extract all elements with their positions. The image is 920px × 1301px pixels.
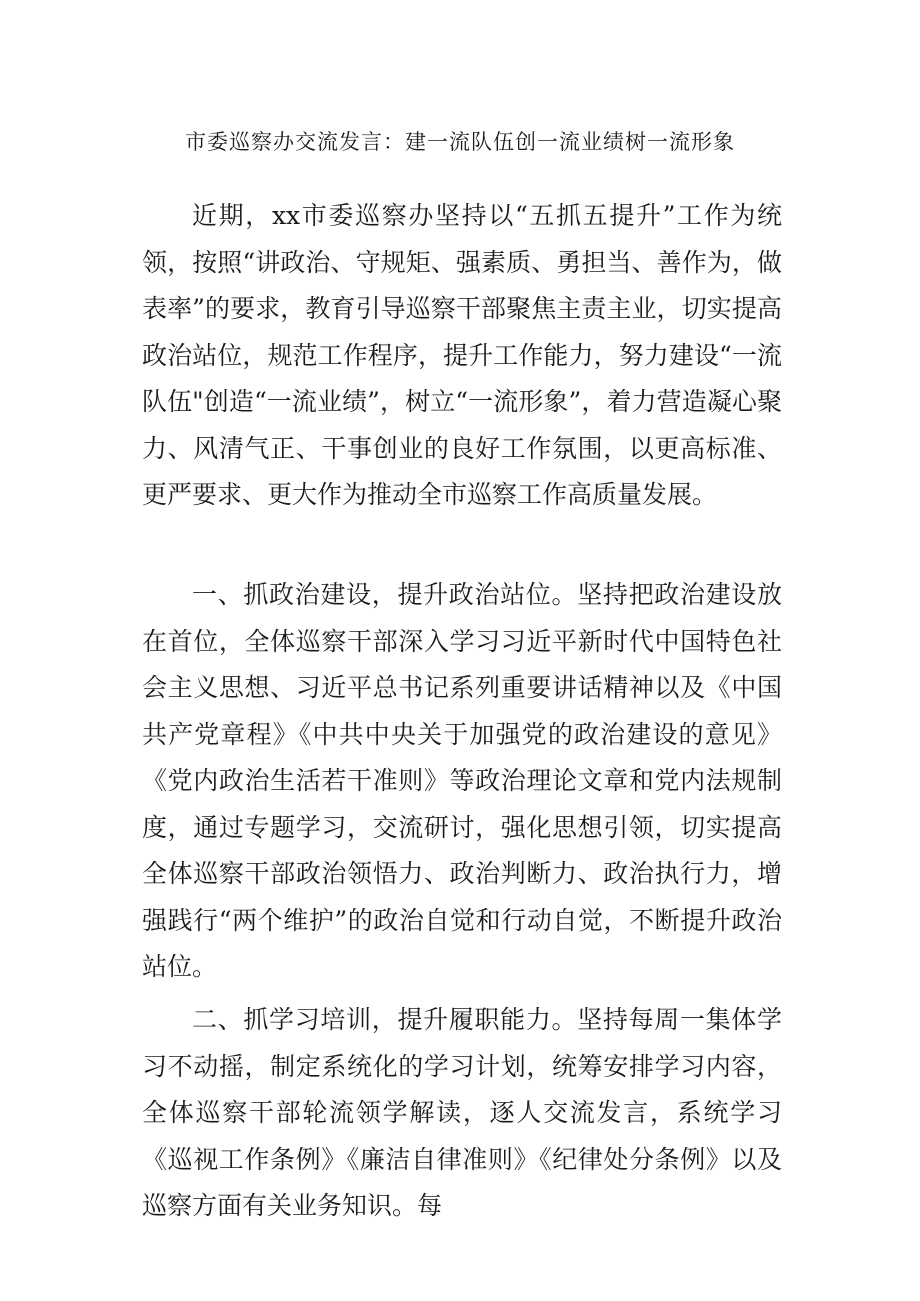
paragraph-study-training: 二、抓学习培训，提升履职能力。坚持每周一集体学习不动摇，制定系统化的学习计划，统筹安排学习内容，全体巡察干部轮流领学解读，逐人交流发言，系统学习《巡视工作条例》《廉洁自律准则》《纪律处分条例》以及巡察方面有关业务知识。每 — [142, 1005, 782, 1220]
paragraph-political-building: 一、抓政治建设，提升政治站位。坚持把政治建设放在首位，全体巡察干部深入学习习近平新时代中国特色社会主义思想、习近平总书记系列重要讲话精神以及《中国共产党章程》《中共中央关于加强党的政治建设的意见》《党内政治生活若干准则》等政治理论文章和党内法规制度，通过专题学习，交流研讨，强化思想引领，切实提高全体巡察干部政治领悟力、政治判断力、政治执行力，增强践行“两个维护”的政治自觉和行动自觉，不断提升政治站位。 — [142, 580, 782, 981]
paragraph-intro: 近期，xx市委巡察办坚持以“五抓五提升”工作为统领，按照“讲政治、守规矩、强素质、勇担当、善作为，做表率”的要求，教育引导巡察干部聚焦主责主业，切实提高政治站位，规范工作程序，提升工作能力，努力建设“一流队伍"创造“一流业绩”，树立“一流形象”，着力营造凝心聚力、风清气正、干事创业的良好工作氛围，以更高标准、更严要求、更大作为推动全市巡察工作高质量发展。 — [142, 201, 782, 509]
document-title: 市委巡察办交流发言：建一流队伍创一流业绩树一流形象 — [185, 130, 735, 154]
